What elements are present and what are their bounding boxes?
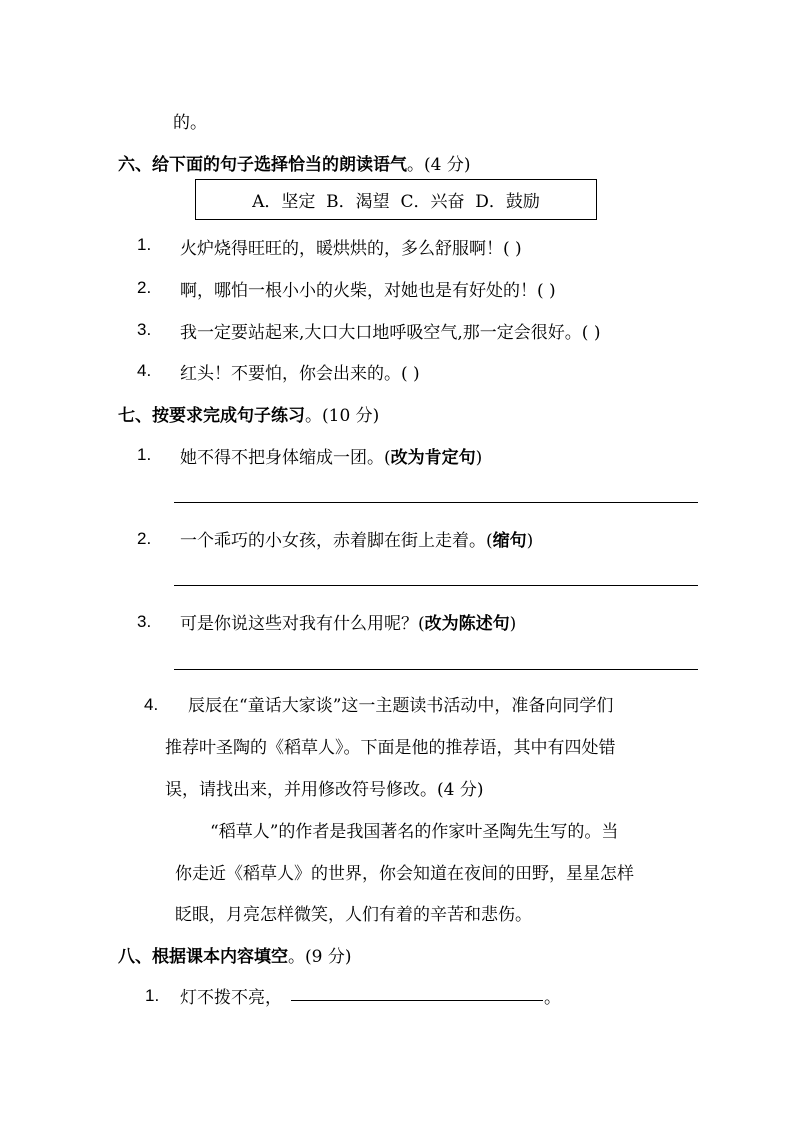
s7-item-2-close: ) xyxy=(526,531,534,551)
section-7-score: 。(10 分) xyxy=(305,406,380,426)
section-6-heading xyxy=(118,150,470,175)
s7-item-3-number: 3. xyxy=(137,612,152,631)
section-7-title: 七、按要求完成句子练习 xyxy=(118,406,305,426)
s6-item-4-number: 4. xyxy=(137,361,152,380)
s7-item-3 xyxy=(180,609,516,634)
section-8-title: 八、根据课本内容填空 xyxy=(118,947,288,967)
s7-item-2 xyxy=(180,526,533,551)
carryover-text: 的。 xyxy=(173,113,207,133)
s7-item-1-close: ) xyxy=(475,448,483,468)
s6-item-3-number: 3. xyxy=(137,320,152,339)
s8-item-1-text: 灯不拨不亮， xyxy=(180,988,282,1008)
s6-item-4-text: 红头！不要怕，你会出来的。( ) xyxy=(180,364,420,384)
section-7-heading xyxy=(118,401,379,426)
s7-item-4-line-1: 辰辰在“童话大家谈”这一主题读书活动中，准备向同学们 xyxy=(188,696,614,716)
recommendation-line-3: 眨眼，月亮怎样微笑，人们有着的辛苦和悲伤。 xyxy=(175,905,532,925)
tone-options-box xyxy=(195,179,597,220)
s7-item-1-text: 她不得不把身体缩成一团。( xyxy=(180,448,391,468)
s6-item-1-text: 火炉烧得旺旺的，暖烘烘的，多么舒服啊！( ) xyxy=(180,239,522,259)
section-6-title: 六、给下面的句子选择恰当的朗读语气 xyxy=(118,155,407,175)
s7-item-2-number: 2. xyxy=(137,529,152,548)
s7-item-2-answer-line[interactable] xyxy=(174,585,698,586)
s7-item-1 xyxy=(180,443,482,468)
section-8-score: 。(9 分) xyxy=(288,947,352,967)
recommendation-line-2: 你走近《稻草人》的世界，你会知道在夜间的田野，星星怎样 xyxy=(175,864,634,884)
s7-item-1-number: 1. xyxy=(137,445,152,464)
s6-item-1-number: 1. xyxy=(137,235,152,254)
section-8-heading xyxy=(118,942,351,967)
s7-item-2-text: 一个乖巧的小女孩，赤着脚在街上走着。( xyxy=(180,531,493,551)
s7-item-4-line-3: 误，请找出来，并用修改符号修改。(4 分) xyxy=(165,780,484,800)
s7-item-3-text: 可是你说这些对我有什么用呢？( xyxy=(180,614,425,634)
recommendation-line-1: “稻草人”的作者是我国著名的作家叶圣陶先生写的。当 xyxy=(210,822,619,842)
section-6-score: 。(4 分) xyxy=(407,155,471,175)
s8-item-1-end: 。 xyxy=(544,988,561,1008)
s7-item-3-close: ) xyxy=(509,614,517,634)
s8-item-1-blank[interactable] xyxy=(291,1000,543,1001)
s6-item-2-number: 2. xyxy=(137,278,152,297)
s6-item-3-text: 我一定要站起来,大口大口地呼吸空气,那一定会很好。( ) xyxy=(180,323,601,343)
s7-item-3-answer-line[interactable] xyxy=(174,669,698,670)
s8-item-1-number: 1. xyxy=(145,986,160,1005)
s7-item-3-requirement: 改为陈述句 xyxy=(424,614,510,634)
s7-item-1-requirement: 改为肯定句 xyxy=(390,448,476,468)
s7-item-2-requirement: 缩句 xyxy=(492,531,527,551)
s6-item-2-text: 啊，哪怕一根小小的火柴，对她也是有好处的！( ) xyxy=(180,281,556,301)
tone-options: A．坚定 B．渴望 C．兴奋 D．鼓励 xyxy=(252,192,540,212)
s7-item-4-line-2: 推荐叶圣陶的《稻草人》。下面是他的推荐语，其中有四处错 xyxy=(165,738,616,758)
s7-item-1-answer-line[interactable] xyxy=(174,502,698,503)
s7-item-4-number: 4. xyxy=(144,695,159,714)
